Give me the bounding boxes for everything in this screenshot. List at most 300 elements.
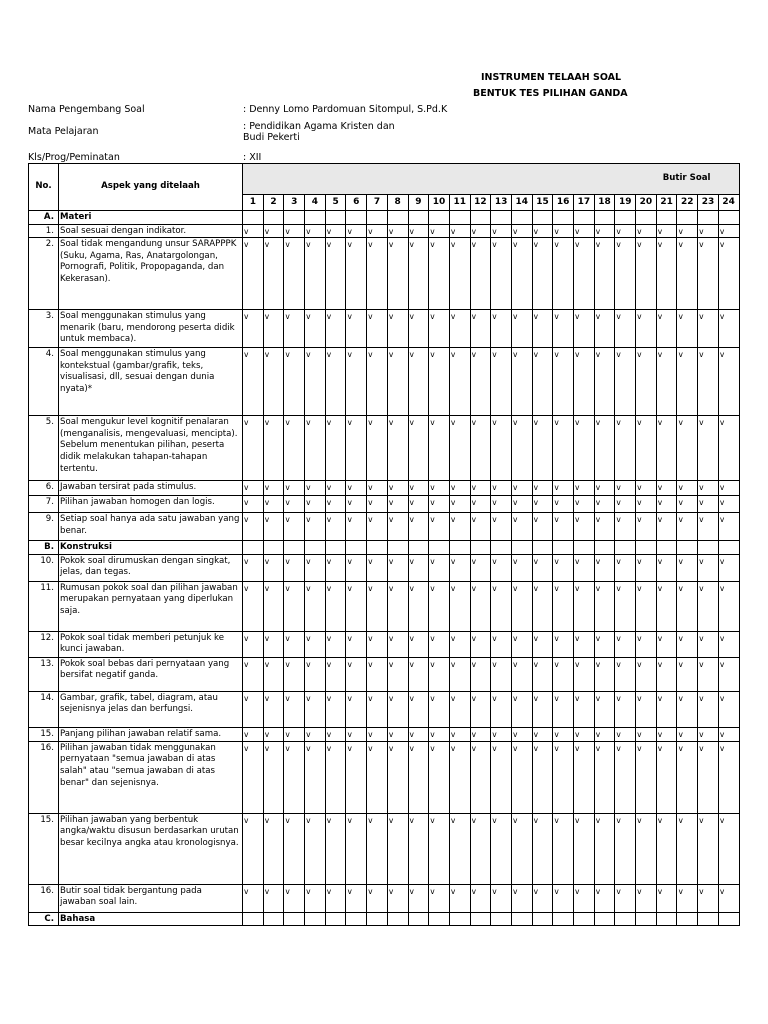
check-cell: v [594,657,615,691]
check-cell [594,541,615,555]
table-row [29,416,740,481]
row-number: 2. [29,238,59,310]
item-number-13: 13 [491,195,512,211]
check-cell: v [408,691,429,727]
check-cell: v [387,310,408,348]
check-cell: v [698,554,719,581]
check-cell: v [718,581,739,631]
check-cell: v [574,481,595,496]
check-cell: v [511,310,532,348]
check-cell: v [491,238,512,310]
check-cell: v [636,310,657,348]
check-cell: v [449,631,470,657]
item-number-16: 16 [553,195,574,211]
check-cell: v [636,348,657,416]
check-cell: v [325,691,346,727]
check-cell [449,211,470,225]
section-row [29,211,740,225]
check-cell: v [429,481,450,496]
check-cell: v [532,554,553,581]
check-cell: v [532,884,553,912]
check-cell: v [243,741,264,813]
check-cell [429,912,450,926]
check-cell: v [491,884,512,912]
check-cell [677,211,698,225]
check-cell: v [553,691,574,727]
check-cell: v [594,727,615,741]
section-title: Materi [59,211,243,225]
check-cell: v [553,741,574,813]
check-cell: v [346,238,367,310]
check-cell: v [677,631,698,657]
check-cell: v [718,481,739,496]
check-cell: v [449,727,470,741]
check-cell: v [325,224,346,238]
check-cell: v [408,554,429,581]
check-cell: v [636,554,657,581]
check-cell: v [408,631,429,657]
check-cell: v [346,496,367,513]
row-number: 15. [29,727,59,741]
check-cell: v [449,310,470,348]
check-cell [636,912,657,926]
item-number-3: 3 [284,195,305,211]
check-cell: v [408,513,429,541]
check-cell: v [367,631,388,657]
check-cell [553,211,574,225]
check-cell: v [470,631,491,657]
review-table-body [29,211,740,926]
check-cell: v [367,224,388,238]
check-cell [367,541,388,555]
check-cell: v [677,416,698,481]
check-cell: v [284,581,305,631]
section-title: Bahasa [59,912,243,926]
aspect-text: Soal menggunakan stimulus yang menarik (baru, mendorong peserta didik untuk membaca). [59,310,243,348]
aspect-text: Pokok soal tidak memberi petunjuk ke kunci jawaban. [59,631,243,657]
check-cell: v [511,481,532,496]
check-cell: v [346,741,367,813]
check-cell: v [387,727,408,741]
check-cell: v [325,496,346,513]
check-cell: v [615,224,636,238]
check-cell: v [305,884,326,912]
check-cell: v [408,581,429,631]
check-cell: v [574,416,595,481]
check-cell: v [574,631,595,657]
aspect-text: Pokok soal bebas dari pernyataan yang bersifat negatif ganda. [59,657,243,691]
row-number: 10. [29,554,59,581]
check-cell: v [346,631,367,657]
check-cell: v [387,813,408,884]
row-number: 14. [29,691,59,727]
row-number: 5. [29,416,59,481]
check-cell [532,541,553,555]
check-cell: v [718,884,739,912]
meta-value-pengembang: : Denny Lomo Pardomuan Sitompul, S.Pd.K [243,104,448,115]
meta-label-kelas: Kls/Prog/Peminatan [28,152,120,163]
check-cell: v [470,691,491,727]
check-cell: v [263,554,284,581]
check-cell: v [449,224,470,238]
check-cell: v [594,581,615,631]
aspect-text: Pokok soal dirumuskan dengan singkat, jelas, dan tegas. [59,554,243,581]
check-cell: v [698,348,719,416]
row-number: A. [29,211,59,225]
check-cell: v [491,496,512,513]
check-cell: v [263,224,284,238]
table-row [29,224,740,238]
check-cell: v [656,741,677,813]
check-cell: v [284,631,305,657]
check-cell: v [263,481,284,496]
check-cell: v [387,481,408,496]
check-cell: v [284,348,305,416]
check-cell: v [470,657,491,691]
check-cell: v [346,513,367,541]
check-cell: v [305,238,326,310]
check-cell [449,912,470,926]
check-cell: v [470,554,491,581]
item-number-8: 8 [387,195,408,211]
check-cell: v [449,657,470,691]
aspect-text: Setiap soal hanya ada satu jawaban yang benar. [59,513,243,541]
check-cell [429,541,450,555]
table-row [29,238,740,310]
check-cell: v [408,348,429,416]
check-cell: v [553,813,574,884]
check-cell: v [284,310,305,348]
check-cell: v [346,691,367,727]
check-cell: v [408,238,429,310]
check-cell [387,211,408,225]
check-cell: v [367,348,388,416]
check-cell: v [408,813,429,884]
check-cell: v [263,513,284,541]
check-cell: v [346,581,367,631]
check-cell: v [491,631,512,657]
check-cell: v [553,416,574,481]
check-cell: v [325,348,346,416]
check-cell: v [284,884,305,912]
check-cell: v [367,581,388,631]
check-cell: v [574,310,595,348]
check-cell: v [305,813,326,884]
check-cell: v [677,727,698,741]
check-cell: v [367,481,388,496]
check-cell [615,912,636,926]
check-cell: v [470,481,491,496]
check-cell [346,912,367,926]
check-cell: v [263,631,284,657]
check-cell: v [656,481,677,496]
check-cell [594,912,615,926]
item-number-15: 15 [532,195,553,211]
item-number-21: 21 [656,195,677,211]
check-cell: v [656,513,677,541]
check-cell [574,912,595,926]
check-cell: v [284,481,305,496]
check-cell [574,211,595,225]
check-cell: v [677,496,698,513]
check-cell: v [263,741,284,813]
item-number-4: 4 [305,195,326,211]
check-cell: v [470,581,491,631]
check-cell: v [718,224,739,238]
check-cell: v [615,581,636,631]
check-cell: v [491,691,512,727]
check-cell: v [594,813,615,884]
table-row [29,691,740,727]
aspect-text: Soal sesuai dengan indikator. [59,224,243,238]
check-cell: v [491,481,512,496]
check-cell: v [594,416,615,481]
check-cell: v [243,884,264,912]
check-cell [677,912,698,926]
check-cell: v [429,224,450,238]
check-cell: v [367,496,388,513]
check-cell: v [263,657,284,691]
check-cell: v [305,554,326,581]
check-cell: v [367,727,388,741]
item-number-22: 22 [677,195,698,211]
check-cell [325,211,346,225]
check-cell: v [656,310,677,348]
check-cell: v [284,238,305,310]
check-cell: v [367,813,388,884]
check-cell: v [574,741,595,813]
check-cell [305,211,326,225]
check-cell: v [511,657,532,691]
check-cell: v [677,348,698,416]
item-number-7: 7 [367,195,388,211]
check-cell [615,211,636,225]
check-cell: v [532,581,553,631]
check-cell: v [429,691,450,727]
check-cell [387,912,408,926]
check-cell: v [325,813,346,884]
check-cell [491,912,512,926]
check-cell: v [594,310,615,348]
check-cell: v [656,238,677,310]
check-cell [491,211,512,225]
meta-value-kelas: : XII [243,152,262,163]
check-cell: v [677,657,698,691]
row-number: 3. [29,310,59,348]
check-cell: v [511,727,532,741]
check-cell: v [387,884,408,912]
check-cell: v [284,554,305,581]
check-cell: v [325,513,346,541]
check-cell [470,912,491,926]
check-cell: v [429,348,450,416]
check-cell: v [677,224,698,238]
check-cell [677,541,698,555]
aspect-text: Soal tidak mengandung unsur SARAPPPK (Suku, Agama, Ras, Anatargolongan, Pornografi, Politik, Propopaganda, dan Kekerasan). [59,238,243,310]
check-cell [470,211,491,225]
check-cell: v [656,884,677,912]
check-cell: v [387,416,408,481]
check-cell: v [698,581,719,631]
item-number-24: 24 [718,195,739,211]
check-cell: v [511,554,532,581]
check-cell: v [284,813,305,884]
check-cell: v [449,741,470,813]
check-cell: v [346,884,367,912]
check-cell: v [656,657,677,691]
check-cell: v [263,496,284,513]
check-cell: v [346,416,367,481]
item-number-20: 20 [636,195,657,211]
check-cell [408,541,429,555]
row-number: 9. [29,513,59,541]
check-cell: v [594,884,615,912]
check-cell: v [574,513,595,541]
check-cell: v [615,657,636,691]
check-cell: v [532,741,553,813]
check-cell: v [263,348,284,416]
check-cell: v [636,481,657,496]
check-cell: v [429,581,450,631]
check-cell: v [284,416,305,481]
table-row [29,727,740,741]
check-cell [718,211,739,225]
check-cell: v [636,581,657,631]
aspect-text: Jawaban tersirat pada stimulus. [59,481,243,496]
check-cell: v [553,310,574,348]
check-cell: v [346,224,367,238]
check-cell: v [470,727,491,741]
section-row [29,541,740,555]
check-cell: v [574,348,595,416]
check-cell [243,541,264,555]
check-cell: v [718,496,739,513]
check-cell: v [698,513,719,541]
table-row [29,581,740,631]
check-cell: v [656,348,677,416]
check-cell [532,912,553,926]
check-cell: v [243,310,264,348]
check-cell [615,541,636,555]
document-title-line1: INSTRUMEN TELAAH SOAL [481,72,622,83]
check-cell: v [656,224,677,238]
check-cell: v [305,496,326,513]
check-cell: v [656,581,677,631]
check-cell: v [698,238,719,310]
check-cell: v [594,554,615,581]
check-cell [470,541,491,555]
check-cell: v [656,727,677,741]
check-cell: v [677,481,698,496]
check-cell: v [511,496,532,513]
check-cell: v [429,813,450,884]
check-cell: v [243,727,264,741]
check-cell: v [367,416,388,481]
check-cell: v [263,691,284,727]
check-cell: v [367,310,388,348]
check-cell: v [677,741,698,813]
check-cell: v [243,238,264,310]
check-cell: v [677,310,698,348]
check-cell [305,912,326,926]
check-cell: v [636,416,657,481]
row-number: 7. [29,496,59,513]
row-number: 1. [29,224,59,238]
check-cell: v [511,884,532,912]
check-cell: v [387,224,408,238]
check-cell: v [429,416,450,481]
check-cell: v [470,496,491,513]
check-cell: v [491,727,512,741]
check-cell: v [532,691,553,727]
check-cell: v [615,727,636,741]
check-cell: v [325,631,346,657]
check-cell: v [449,581,470,631]
review-table [28,163,740,926]
check-cell: v [470,310,491,348]
table-row [29,348,740,416]
check-cell: v [325,238,346,310]
check-cell: v [615,741,636,813]
check-cell: v [491,554,512,581]
check-cell: v [470,813,491,884]
check-cell: v [387,496,408,513]
check-cell [511,912,532,926]
meta-label-pengembang: Nama Pengembang Soal [28,104,145,115]
aspect-text: Soal menggunakan stimulus yang kontekstual (gambar/grafik, teks, visualisasi, dll, sesuai dengan dunia nyata)* [59,348,243,416]
check-cell: v [284,513,305,541]
check-cell: v [532,348,553,416]
check-cell: v [594,238,615,310]
table-row [29,741,740,813]
check-cell: v [656,496,677,513]
check-cell: v [449,691,470,727]
row-number: 13. [29,657,59,691]
check-cell: v [718,813,739,884]
check-cell [346,541,367,555]
item-number-2: 2 [263,195,284,211]
check-cell: v [511,813,532,884]
check-cell: v [677,813,698,884]
aspect-text: Gambar, grafik, tabel, diagram, atau sejenisnya jelas dan berfungsi. [59,691,243,727]
check-cell: v [698,727,719,741]
check-cell: v [470,884,491,912]
check-cell: v [449,513,470,541]
check-cell: v [243,416,264,481]
check-cell: v [284,224,305,238]
check-cell: v [615,416,636,481]
item-number-12: 12 [470,195,491,211]
check-cell: v [449,238,470,310]
check-cell: v [387,741,408,813]
row-number: 6. [29,481,59,496]
check-cell: v [698,481,719,496]
check-cell: v [263,238,284,310]
check-cell: v [718,741,739,813]
check-cell: v [718,416,739,481]
check-cell: v [470,238,491,310]
check-cell [325,912,346,926]
check-cell: v [243,348,264,416]
check-cell: v [429,238,450,310]
check-cell: v [553,554,574,581]
meta-label-mapel: Mata Pelajaran [28,126,99,137]
check-cell: v [470,348,491,416]
check-cell: v [615,513,636,541]
check-cell: v [718,554,739,581]
check-cell [449,541,470,555]
check-cell [263,211,284,225]
